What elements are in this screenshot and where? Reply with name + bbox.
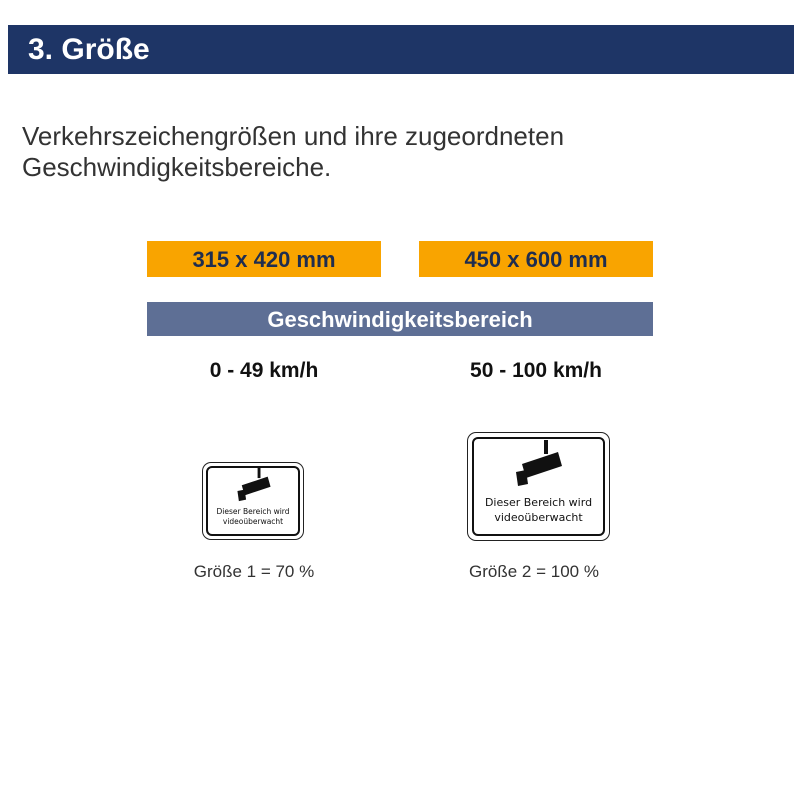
camera-icon xyxy=(510,440,568,490)
sign-caption-line-1: Dieser Bereich wird xyxy=(216,507,290,516)
size-caption-2: Größe 2 = 100 % xyxy=(469,562,599,581)
sign-image-size-2 xyxy=(468,433,609,540)
speed-range-2: 50 - 100 km/h xyxy=(470,359,602,382)
sign-caption-line-2: videoüberwacht xyxy=(222,517,284,526)
intro-line-2: Geschwindigkeitsbereiche. xyxy=(22,152,332,182)
section-title: 3. Größe xyxy=(28,33,150,66)
speed-range-header: Geschwindigkeitsbereich xyxy=(147,302,653,336)
sign-caption-line-1: Dieser Bereich wird xyxy=(484,496,593,509)
size-caption-1: Größe 1 = 70 % xyxy=(193,562,315,581)
intro-line-1: Verkehrszeichengrößen und ihre zugeordneten xyxy=(22,121,565,151)
speed-range-1: 0 - 49 km/h xyxy=(209,359,319,382)
sign-caption xyxy=(468,495,609,525)
size-badge-2: 450 x 600 mm xyxy=(419,241,653,277)
section-header xyxy=(8,25,794,74)
intro-text xyxy=(22,121,722,183)
sign-image-size-1 xyxy=(203,463,303,539)
size-badge-1: 315 x 420 mm xyxy=(147,241,381,277)
sign-caption xyxy=(203,507,303,527)
camera-icon xyxy=(233,468,275,504)
sign-caption-line-2: videoüberwacht xyxy=(494,511,583,524)
